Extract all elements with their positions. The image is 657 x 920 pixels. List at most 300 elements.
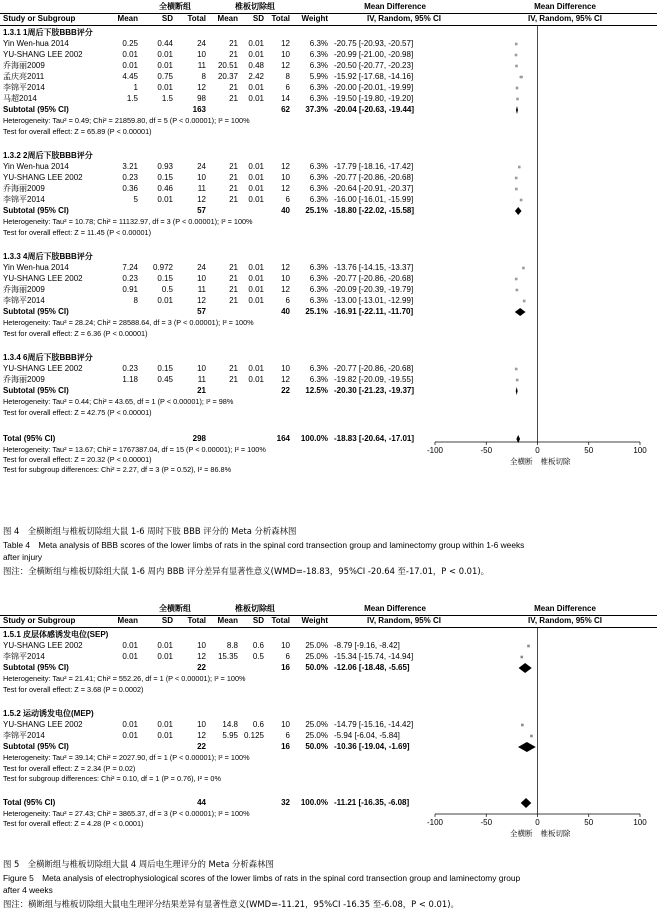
- sd1-value: 0.01: [157, 296, 173, 305]
- total2-value: 32: [281, 798, 290, 807]
- total1-value: 44: [197, 798, 206, 807]
- mean1-header: Mean: [117, 14, 138, 23]
- sd2-value: 0.01: [248, 39, 264, 48]
- total1-value: 10: [197, 274, 206, 283]
- mean1-value: 1.18: [122, 375, 138, 384]
- mean2-value: 21: [229, 296, 238, 305]
- mean2-value: 20.37: [217, 72, 238, 81]
- sd2-value: 0.01: [248, 50, 264, 59]
- footer-stat-text: Test for overall effect: Z = 4.28 (P < 0.0001): [3, 819, 144, 828]
- ci-value: -17.79 [-18.16, -17.42]: [334, 162, 414, 171]
- study-marker: [515, 65, 518, 68]
- study-name: 李锦平2014: [3, 652, 45, 661]
- weight-value: 6.3%: [309, 61, 328, 70]
- mean1-value: 0.25: [122, 39, 138, 48]
- pooled-diamond: [518, 742, 536, 752]
- weight-value: 6.3%: [309, 285, 328, 294]
- mean1-value: 0.23: [122, 364, 138, 373]
- sd2-value: 0.01: [248, 184, 264, 193]
- ci-value: -12.06 [-18.48, -5.65]: [334, 663, 410, 672]
- overall-effect-text: Test for overall effect: Z = 6.36 (P < 0.00001): [3, 329, 148, 338]
- ci-value: -10.36 [-19.04, -1.69]: [334, 742, 410, 751]
- subtotal-label: Total (95% CI): [3, 798, 56, 807]
- sd1-value: 0.45: [157, 375, 173, 384]
- ci-value: -18.80 [-22.02, -15.58]: [334, 206, 415, 215]
- sd1-value: 0.01: [157, 61, 173, 70]
- total2-value: 10: [281, 720, 290, 729]
- sd2-value: 0.01: [248, 162, 264, 171]
- total1-value: 57: [197, 307, 206, 316]
- overall-effect-text: Test for overall effect: Z = 65.89 (P < 0.00001): [3, 127, 152, 136]
- group1-header: 全横断组: [159, 2, 191, 11]
- sd1-value: 0.01: [157, 720, 173, 729]
- subgroup-title: 1.3.2 2周后下肢BBB评分: [3, 151, 93, 160]
- weight-value: 6.3%: [309, 195, 328, 204]
- weight-value: 6.3%: [309, 184, 328, 193]
- mean2-value: 20.51: [217, 61, 238, 70]
- total2-value: 10: [281, 641, 290, 650]
- mean2-value: 15.35: [217, 652, 238, 661]
- total2-value: 6: [285, 652, 290, 661]
- weight-value: 25.1%: [305, 307, 328, 316]
- figure-5-caption-en: Figure 5 Meta analysis of electrophysiological scores of the lower limbs of rats in the spinal cord transection group and laminectomy group: [3, 873, 521, 883]
- sd2-value: 0.01: [248, 173, 264, 182]
- ci-value: -11.21 [-16.35, -6.08]: [334, 798, 410, 807]
- study-name: YU-SHANG LEE 2002: [3, 50, 83, 59]
- ci-value: -20.00 [-20.01, -19.99]: [334, 83, 414, 92]
- total1-value: 298: [192, 434, 206, 443]
- subtotal-label: Subtotal (95% CI): [3, 386, 69, 395]
- ci-value: -20.50 [-20.77, -20.23]: [334, 61, 414, 70]
- total2-value: 12: [281, 162, 290, 171]
- mean1-value: 3.21: [122, 162, 138, 171]
- ci-value: -20.64 [-20.91, -20.37]: [334, 184, 414, 193]
- sd1-value: 0.46: [157, 184, 173, 193]
- subgroup-difference-text: Test for subgroup differences: Chi² = 0.10, df = 1 (P = 0.76), I² = 0%: [3, 774, 221, 783]
- mean1-value: 0.23: [122, 274, 138, 283]
- ci-value: -20.77 [-20.86, -20.68]: [334, 173, 414, 182]
- total2-value: 10: [281, 50, 290, 59]
- subgroup-title: 1.3.4 6周后下肢BBB评分: [3, 353, 93, 362]
- pooled-diamond: [519, 663, 532, 673]
- study-marker: [520, 656, 523, 659]
- mean2-value: 21: [229, 39, 238, 48]
- figure-4-note: 图注：全横断组与椎板切除组大鼠 1-6 周内 BBB 评分差异有显著性意义(WMD=-18.83，95%CI -20.64 至-17.01，P < 0.01)。: [3, 566, 489, 576]
- study-marker: [516, 379, 519, 382]
- total1-value: 11: [197, 375, 206, 384]
- favours-right-label: 椎板切除: [540, 829, 571, 838]
- total1-value: 10: [197, 50, 206, 59]
- study-name: 孟庆亮2011: [3, 72, 45, 81]
- overall-effect-text: Test for overall effect: Z = 42.75 (P < 0.00001): [3, 408, 152, 417]
- ci-value: -15.92 [-17.68, -14.16]: [334, 72, 414, 81]
- weight-value: 25.0%: [305, 641, 328, 650]
- ci-value: -20.30 [-21.23, -19.37]: [334, 386, 415, 395]
- sd2-header: SD: [252, 14, 264, 23]
- total2-value: 40: [281, 206, 290, 215]
- mean1-value: 0.91: [122, 285, 138, 294]
- study-marker: [518, 166, 521, 169]
- study-name: 李锦平2014: [3, 296, 45, 305]
- mean2-value: 21: [229, 83, 238, 92]
- ci-value: -16.00 [-16.01, -15.99]: [334, 195, 414, 204]
- sd1-value: 0.01: [157, 83, 173, 92]
- ci-value: -16.91 [-22.11, -11.70]: [334, 307, 414, 316]
- total2-value: 164: [276, 434, 290, 443]
- total1-value: 11: [197, 61, 206, 70]
- group1-header: 全横断组: [159, 604, 191, 613]
- mean1-value: 1.5: [126, 94, 138, 103]
- weight-value: 6.3%: [309, 173, 328, 182]
- heterogeneity-text: Heterogeneity: Tau² = 10.78; Chi² = 11132.97, df = 3 (P < 0.00001); I² = 100%: [3, 217, 253, 226]
- total2-value: 12: [281, 39, 290, 48]
- mean1-value: 4.45: [122, 72, 138, 81]
- total1-header: Total: [187, 14, 206, 23]
- ci-value: -14.79 [-15.16, -14.42]: [334, 720, 414, 729]
- total1-value: 12: [197, 83, 206, 92]
- x-tick-label: 50: [584, 446, 594, 455]
- sd1-value: 0.15: [157, 364, 173, 373]
- x-tick-label: 100: [633, 818, 647, 827]
- ci-value: -20.77 [-20.86, -20.68]: [334, 364, 414, 373]
- mean1-header: Mean: [117, 616, 138, 625]
- sd1-value: 0.972: [152, 263, 173, 272]
- total1-value: 24: [197, 263, 206, 272]
- study-marker: [520, 199, 523, 202]
- mean2-value: 14.8: [222, 720, 238, 729]
- total2-value: 62: [281, 105, 290, 114]
- sd2-value: 0.01: [248, 274, 264, 283]
- total2-value: 16: [281, 742, 290, 751]
- weight-value: 6.3%: [309, 83, 328, 92]
- total2-header: Total: [271, 616, 290, 625]
- subtotal-label: Subtotal (95% CI): [3, 307, 69, 316]
- total1-value: 22: [197, 663, 206, 672]
- study-name: Yin Wen-hua 2014: [3, 39, 69, 48]
- pooled-diamond: [515, 207, 522, 215]
- ci-value: -19.82 [-20.09, -19.55]: [334, 375, 414, 384]
- overall-effect-text: Test for overall effect: Z = 11.45 (P < 0.00001): [3, 228, 152, 237]
- sd2-value: 0.6: [252, 720, 264, 729]
- mean2-value: 8.8: [226, 641, 238, 650]
- sd2-value: 0.01: [248, 263, 264, 272]
- ci-value: -18.83 [-20.64, -17.01]: [334, 434, 415, 443]
- mean2-value: 21: [229, 274, 238, 283]
- study-column-header: Study or Subgroup: [3, 14, 76, 23]
- study-name: 乔海丽2009: [3, 184, 45, 193]
- total2-value: 12: [281, 263, 290, 272]
- study-marker: [522, 267, 525, 270]
- sd1-value: 0.5: [161, 285, 173, 294]
- weight-value: 6.3%: [309, 364, 328, 373]
- pooled-diamond: [515, 308, 526, 316]
- sd2-value: 0.01: [248, 375, 264, 384]
- subtotal-label: Subtotal (95% CI): [3, 742, 69, 751]
- x-tick-label: 0: [535, 818, 540, 827]
- sd1-value: 0.01: [157, 652, 173, 661]
- x-tick-label: -50: [480, 446, 493, 455]
- study-name: 李锦平2014: [3, 83, 45, 92]
- mean2-value: 21: [229, 375, 238, 384]
- overall-effect-text: Test for overall effect: Z = 2.34 (P = 0.02): [3, 764, 136, 773]
- x-tick-label: 0: [535, 446, 540, 455]
- total2-value: 16: [281, 663, 290, 672]
- overall-effect-text: Test for overall effect: Z = 3.68 (P = 0.0002): [3, 685, 144, 694]
- weight-value: 6.3%: [309, 94, 328, 103]
- sd1-value: 0.01: [157, 195, 173, 204]
- mean2-value: 21: [229, 184, 238, 193]
- total1-value: 21: [197, 386, 206, 395]
- total2-value: 6: [285, 83, 290, 92]
- weight-value: 6.3%: [309, 375, 328, 384]
- mean1-value: 0.01: [122, 641, 138, 650]
- mean1-value: 0.23: [122, 173, 138, 182]
- study-name: YU-SHANG LEE 2002: [3, 173, 83, 182]
- study-name: 李锦平2014: [3, 731, 45, 740]
- mean1-value: 8: [133, 296, 138, 305]
- sd1-value: 0.01: [157, 641, 173, 650]
- sd2-value: 0.01: [248, 296, 264, 305]
- total1-header: Total: [187, 616, 206, 625]
- total1-value: 24: [197, 162, 206, 171]
- total1-value: 11: [197, 285, 206, 294]
- ci-value: -19.50 [-19.80, -19.20]: [334, 94, 414, 103]
- weight-value: 6.3%: [309, 296, 328, 305]
- mean2-value: 21: [229, 263, 238, 272]
- forest-plot-figure-5: [0, 600, 657, 855]
- total1-value: 12: [197, 195, 206, 204]
- mean2-header: Mean: [217, 14, 238, 23]
- favours-right-label: 椎板切除: [540, 457, 571, 466]
- mean2-value: 21: [229, 195, 238, 204]
- mean1-value: 0.01: [122, 720, 138, 729]
- mean1-value: 1: [133, 83, 138, 92]
- sd2-value: 0.01: [248, 285, 264, 294]
- sd2-value: 0.01: [248, 94, 264, 103]
- total1-value: 12: [197, 731, 206, 740]
- pooled-diamond: [516, 387, 518, 395]
- total1-value: 11: [197, 184, 206, 193]
- ci-value: -20.75 [-20.93, -20.57]: [334, 39, 414, 48]
- figure-4-caption-en: Table 4 Meta analysis of BBB scores of the lower limbs of rats in the spinal cord transection group and laminectomy group within 1-6 weeks: [3, 540, 525, 550]
- md-header: Mean Difference: [364, 2, 426, 11]
- study-name: Yin Wen-hua 2014: [3, 162, 69, 171]
- mean2-value: 21: [229, 50, 238, 59]
- total1-value: 10: [197, 173, 206, 182]
- weight-value: 100.0%: [300, 434, 328, 443]
- total2-value: 6: [285, 296, 290, 305]
- ci-value: -15.34 [-15.74, -14.94]: [334, 652, 414, 661]
- sd2-value: 0.5: [252, 652, 264, 661]
- x-tick-label: -100: [426, 446, 444, 455]
- sd1-value: 0.15: [157, 173, 173, 182]
- weight-value: 25.0%: [305, 652, 328, 661]
- weight-value: 50.0%: [305, 663, 328, 672]
- weight-value: 37.3%: [305, 105, 328, 114]
- study-marker: [516, 87, 519, 90]
- subgroup-title: 1.5.2 运动诱发电位(MEP): [3, 709, 94, 718]
- favours-left-label: 全横断: [510, 829, 533, 838]
- weight-value: 25.0%: [305, 731, 328, 740]
- weight-value: 100.0%: [300, 798, 328, 807]
- sd2-value: 0.01: [248, 364, 264, 373]
- total1-value: 12: [197, 652, 206, 661]
- subtotal-label: Subtotal (95% CI): [3, 105, 69, 114]
- mean1-value: 0.01: [122, 652, 138, 661]
- subgroup-title: 1.5.1 皮层体感诱发电位(SEP): [3, 630, 109, 639]
- study-marker: [515, 54, 518, 57]
- weight-value: 12.5%: [305, 386, 328, 395]
- ci-value: -13.00 [-13.01, -12.99]: [334, 296, 414, 305]
- total1-value: 8: [201, 72, 206, 81]
- sd1-value: 0.15: [157, 274, 173, 283]
- mean2-value: 21: [229, 364, 238, 373]
- study-name: YU-SHANG LEE 2002: [3, 641, 83, 650]
- mean2-header: Mean: [217, 616, 238, 625]
- total2-value: 10: [281, 274, 290, 283]
- mean1-value: 7.24: [122, 263, 138, 272]
- study-name: 李锦平2014: [3, 195, 45, 204]
- weight-value: 6.3%: [309, 274, 328, 283]
- subgroup-title: 1.3.3 4周后下肢BBB评分: [3, 252, 93, 261]
- sd1-header: SD: [161, 14, 173, 23]
- md-plot-header: Mean Difference: [534, 604, 596, 613]
- figure-4-caption-en-2: after injury: [3, 552, 43, 562]
- figure-5-caption-cn: 图 5 全横断组与椎板切除组大鼠 4 周后电生理评分的 Meta 分析森林图: [3, 859, 274, 869]
- sd1-value: 0.01: [157, 50, 173, 59]
- md-method-header: IV, Random, 95% CI: [367, 616, 441, 625]
- sd2-value: 0.125: [243, 731, 264, 740]
- sd1-value: 0.01: [157, 731, 173, 740]
- study-name: 乔海丽2009: [3, 375, 45, 384]
- md-header: Mean Difference: [364, 604, 426, 613]
- mean2-value: 21: [229, 285, 238, 294]
- weight-value: 6.3%: [309, 39, 328, 48]
- study-marker: [523, 300, 526, 303]
- study-column-header: Study or Subgroup: [3, 616, 76, 625]
- mean1-value: 0.01: [122, 731, 138, 740]
- sd2-value: 2.42: [248, 72, 264, 81]
- total2-value: 12: [281, 285, 290, 294]
- footer-stat-text: Heterogeneity: Tau² = 13.67; Chi² = 1767387.04, df = 15 (P < 0.00001); I² = 100%: [3, 445, 266, 454]
- ci-value: -20.77 [-20.86, -20.68]: [334, 274, 414, 283]
- total2-value: 12: [281, 184, 290, 193]
- md-method-header: IV, Random, 95% CI: [367, 14, 441, 23]
- pooled-diamond: [516, 106, 518, 114]
- plot-method-header: IV, Random, 95% CI: [528, 616, 602, 625]
- study-marker: [515, 188, 518, 191]
- weight-value: 25.1%: [305, 206, 328, 215]
- mean2-value: 21: [229, 94, 238, 103]
- ci-value: -8.79 [-9.16, -8.42]: [334, 641, 400, 650]
- ci-value: -20.04 [-20.63, -19.44]: [334, 105, 415, 114]
- study-marker: [520, 76, 523, 79]
- plot-method-header: IV, Random, 95% CI: [528, 14, 602, 23]
- subgroup-title: 1.3.1 1周后下肢BBB评分: [3, 28, 93, 37]
- figure-5-note: 图注：横断组与椎板切除组大鼠电生理评分结果差异有显著性意义(WMD=-11.21，95%CI -16.35 至-6.08，P < 0.01)。: [3, 899, 459, 909]
- study-marker: [530, 735, 533, 738]
- sd2-value: 0.01: [248, 195, 264, 204]
- total2-value: 12: [281, 61, 290, 70]
- sd1-value: 0.93: [157, 162, 173, 171]
- fig5-forest-svg: [0, 600, 657, 855]
- total2-value: 22: [281, 386, 290, 395]
- total1-value: 12: [197, 296, 206, 305]
- footer-stat-text: Test for overall effect: Z = 20.32 (P < 0.00001): [3, 455, 152, 464]
- sd1-value: 0.44: [157, 39, 173, 48]
- study-marker: [515, 43, 518, 46]
- total1-value: 24: [197, 39, 206, 48]
- group2-header: 椎板切除组: [235, 604, 275, 613]
- footer-stat-text: Heterogeneity: Tau² = 27.43; Chi² = 3865.37, df = 3 (P < 0.00001); I² = 100%: [3, 809, 250, 818]
- sd1-value: 1.5: [161, 94, 173, 103]
- total2-value: 12: [281, 375, 290, 384]
- ci-value: -20.09 [-20.39, -19.79]: [334, 285, 414, 294]
- subtotal-label: Total (95% CI): [3, 434, 56, 443]
- mean2-value: 21: [229, 162, 238, 171]
- total1-value: 57: [197, 206, 206, 215]
- md-plot-header: Mean Difference: [534, 2, 596, 11]
- favours-left-label: 全横断: [510, 457, 533, 466]
- heterogeneity-text: Heterogeneity: Tau² = 0.49; Chi² = 21859.80, df = 5 (P < 0.00001); I² = 100%: [3, 116, 250, 125]
- figure-5-caption-en-2: after 4 weeks: [3, 885, 53, 895]
- subtotal-label: Subtotal (95% CI): [3, 206, 69, 215]
- study-name: Yin Wen-hua 2014: [3, 263, 69, 272]
- ci-value: -13.76 [-14.15, -13.37]: [334, 263, 414, 272]
- heterogeneity-text: Heterogeneity: Tau² = 21.41; Chi² = 552.26, df = 1 (P < 0.00001); I² = 100%: [3, 674, 246, 683]
- study-marker: [515, 278, 518, 281]
- study-marker: [515, 177, 518, 180]
- total2-value: 10: [281, 364, 290, 373]
- sd2-value: 0.01: [248, 83, 264, 92]
- footer-stat-text: Test for subgroup differences: Chi² = 2.27, df = 3 (P = 0.52), I² = 86.8%: [3, 465, 232, 474]
- total2-value: 6: [285, 731, 290, 740]
- heterogeneity-text: Heterogeneity: Tau² = 39.14; Chi² = 2027.90, df = 1 (P < 0.00001); I² = 100%: [3, 753, 250, 762]
- total1-value: 10: [197, 720, 206, 729]
- study-marker: [516, 98, 519, 101]
- study-name: YU-SHANG LEE 2002: [3, 720, 83, 729]
- study-name: YU-SHANG LEE 2002: [3, 274, 83, 283]
- weight-header: Weight: [301, 616, 328, 625]
- subtotal-label: Subtotal (95% CI): [3, 663, 69, 672]
- mean2-value: 5.95: [222, 731, 238, 740]
- x-tick-label: 50: [584, 818, 594, 827]
- total2-value: 40: [281, 307, 290, 316]
- mean1-value: 0.01: [122, 61, 138, 70]
- ci-value: -20.99 [-21.00, -20.98]: [334, 50, 414, 59]
- study-name: 乔海丽2009: [3, 61, 45, 70]
- sd2-value: 0.48: [248, 61, 264, 70]
- pooled-diamond: [521, 798, 532, 808]
- study-marker: [521, 724, 524, 727]
- sd1-value: 0.75: [157, 72, 173, 81]
- figure-4-caption-cn: 图 4 全横断组与椎板切除组大鼠 1-6 周时下肢 BBB 评分的 Meta 分析森林图: [3, 526, 297, 536]
- total1-value: 22: [197, 742, 206, 751]
- total1-value: 10: [197, 641, 206, 650]
- weight-value: 50.0%: [305, 742, 328, 751]
- ci-value: -5.94 [-6.04, -5.84]: [334, 731, 400, 740]
- weight-value: 6.3%: [309, 50, 328, 59]
- weight-header: Weight: [301, 14, 328, 23]
- weight-value: 5.9%: [309, 72, 328, 81]
- study-marker: [527, 645, 530, 648]
- group2-header: 椎板切除组: [235, 2, 275, 11]
- total2-header: Total: [271, 14, 290, 23]
- x-tick-label: -100: [426, 818, 444, 827]
- study-name: YU-SHANG LEE 2002: [3, 364, 83, 373]
- study-name: 乔海丽2009: [3, 285, 45, 294]
- weight-value: 6.3%: [309, 263, 328, 272]
